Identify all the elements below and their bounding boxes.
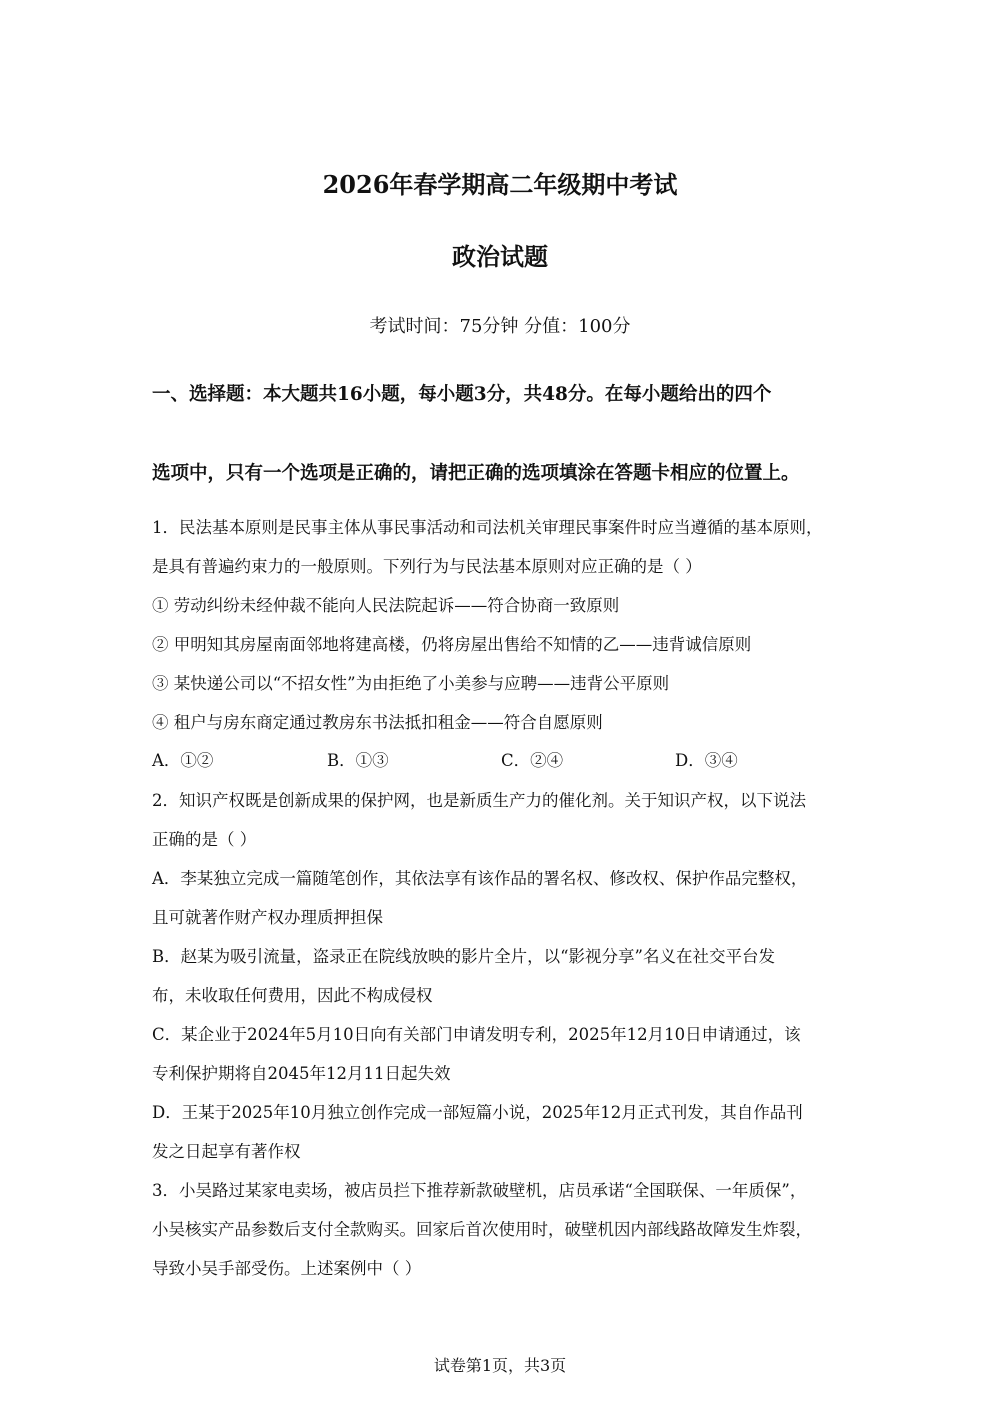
q2-option-a-line-1: A．李某独立完成一篇随笔创作，其依法享有该作品的署名权、修改权、保护作品完整权， xyxy=(152,869,808,888)
q1-stem-line-2: 是具有普遍约束力的一般原则。下列行为与民法基本原则对应正确的是（ ） xyxy=(152,557,702,576)
q2-option-b-line-1: B．赵某为吸引流量，盗录正在院线放映的影片全片，以“影视分享”名义在社交平台发 xyxy=(152,947,775,966)
exam-title: 2026年春学期高二年级期中考试 xyxy=(322,170,678,199)
subject-title: 政治试题 xyxy=(452,242,548,271)
q1-item-4: ④ 租户与房东商定通过教房东书法抵扣租金——符合自愿原则 xyxy=(152,713,603,732)
q2-stem-line-2: 正确的是（ ） xyxy=(152,830,257,849)
q1-item-2: ② 甲明知其房屋南面邻地将建高楼，仍将房屋出售给不知情的乙——违背诚信原则 xyxy=(152,635,752,654)
q1-option-c: C．②④ xyxy=(501,751,564,770)
exam-info: 考试时间：75分钟 分值：100分 xyxy=(369,316,631,337)
q2-option-d-line-1: D．王某于2025年10月独立创作完成一部短篇小说，2025年12月正式刊发，其自作品刊 xyxy=(152,1103,803,1122)
q2-option-c-line-1: C．某企业于2024年5月10日向有关部门申请发明专利，2025年12月10日申请通过，该 xyxy=(152,1025,801,1044)
q3-stem-line-1: 3．小吴路过某家电卖场，被店员拦下推荐新款破壁机，店员承诺“全国联保、一年质保”， xyxy=(152,1181,807,1200)
q3-stem-line-2: 小吴核实产品参数后支付全款购买。回家后首次使用时，破壁机因内部线路故障发生炸裂， xyxy=(152,1220,812,1239)
q1-options xyxy=(152,749,872,773)
q2-option-d-line-2: 发之日起享有著作权 xyxy=(152,1142,301,1161)
q1-stem-line-1: 1．民法基本原则是民事主体从事民事活动和司法机关审理民事案件时应当遵循的基本原则， xyxy=(152,518,823,537)
page-footer: 试卷第1页，共3页 xyxy=(433,1356,567,1375)
q1-option-a: A．①② xyxy=(152,751,214,770)
q2-option-a-line-2: 且可就著作财产权办理质押担保 xyxy=(152,908,383,927)
q2-stem-line-1: 2．知识产权既是创新成果的保护网，也是新质生产力的催化剂。关于知识产权，以下说法 xyxy=(152,791,806,810)
q1-option-b: B．①③ xyxy=(327,751,389,770)
q1-item-1: ① 劳动纠纷未经仲裁不能向人民法院起诉——符合协商一致原则 xyxy=(152,596,620,615)
section-heading-line-1: 一、选择题：本大题共16小题，每小题3分，共48分。在每小题给出的四个 xyxy=(152,384,772,405)
q1-item-3: ③ 某快递公司以“不招女性”为由拒绝了小美参与应聘——违背公平原则 xyxy=(152,674,670,693)
q2-option-c-line-2: 专利保护期将自2045年12月11日起失效 xyxy=(152,1064,451,1083)
q3-stem-line-3: 导致小吴手部受伤。上述案例中（ ） xyxy=(152,1259,422,1278)
section-heading-line-2: 选项中，只有一个选项是正确的，请把正确的选项填涂在答题卡相应的位置上。 xyxy=(152,463,800,484)
q2-option-b-line-2: 布，未收取任何费用，因此不构成侵权 xyxy=(152,986,433,1005)
q1-option-d: D．③④ xyxy=(675,751,738,770)
